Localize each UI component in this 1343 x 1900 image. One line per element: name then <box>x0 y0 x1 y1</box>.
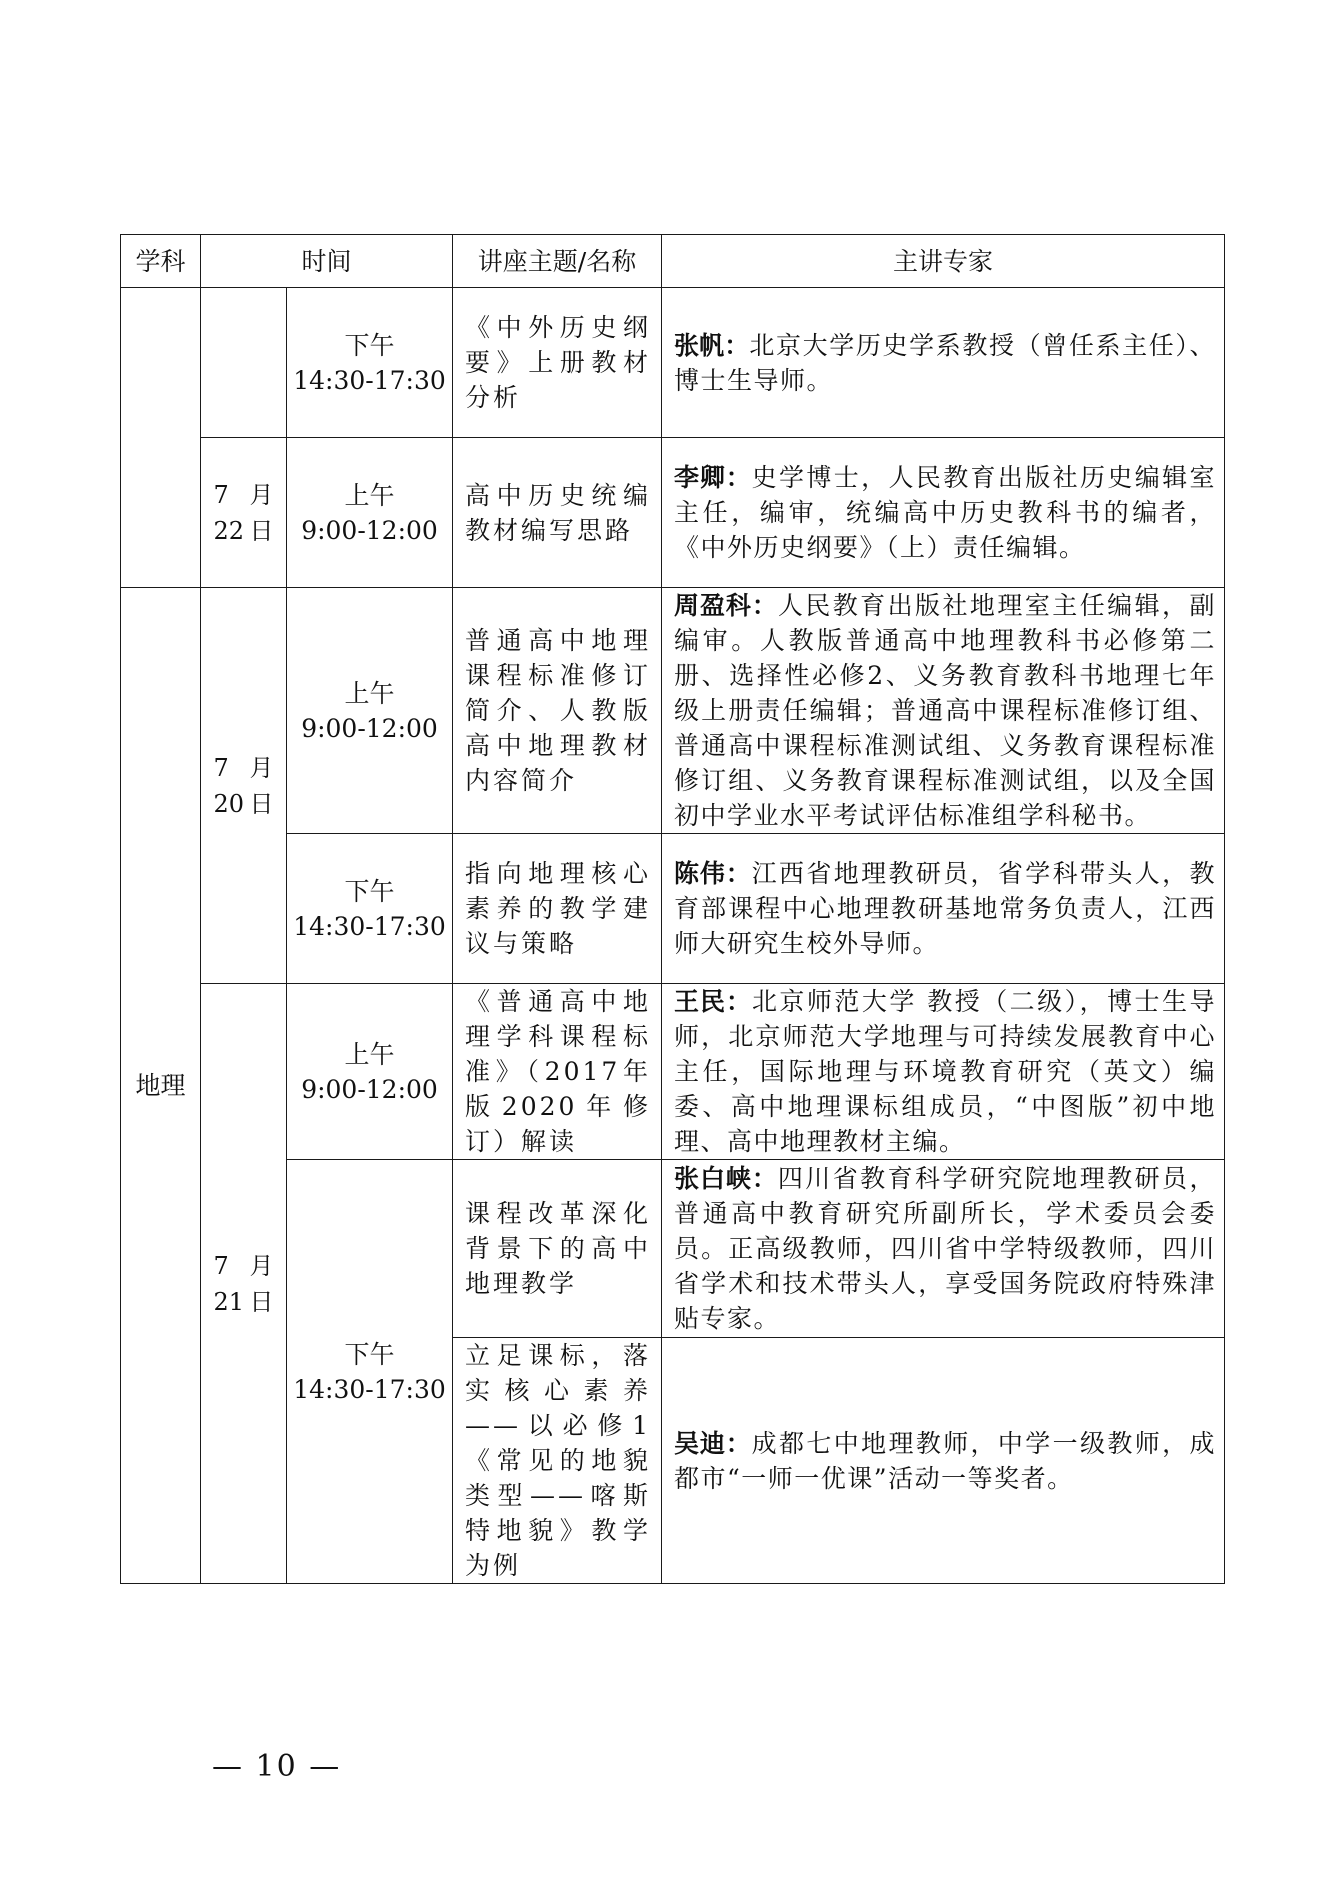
time-period: 上午 <box>344 480 395 510</box>
date-day-char: 日 <box>249 789 274 818</box>
time-hours: 14:30-17:30 <box>293 365 446 395</box>
header-expert: 主讲专家 <box>662 235 1225 288</box>
time-hours: 9:00-12:00 <box>301 515 438 545</box>
time-cell <box>287 984 453 1160</box>
time-period: 上午 <box>344 678 395 708</box>
expert-description: 北京师范大学 教授（二级），博士生导师，北京师范大学地理与可持续发展教育中心主任，国际地理与环境教育研究（英文）编委、高中地理课标组成员，“中图版”初中地理、高中地理教材主编。 <box>674 987 1217 1156</box>
expert-description: 江西省地理教研员，省学科带头人，教育部课程中心地理教研基地常务负责人，江西师大研究生校外导师。 <box>674 859 1217 958</box>
subject-cell-geography: 地理 <box>121 588 201 1584</box>
expert-cell <box>662 1160 1225 1338</box>
table-row <box>121 288 1225 438</box>
expert-description: 北京大学历史学系教授（曾任系主任）、博士生导师。 <box>674 330 1216 395</box>
time-hours: 14:30-17:30 <box>293 1374 446 1404</box>
time-cell <box>287 588 453 834</box>
date-cell-empty <box>201 288 287 438</box>
time-cell <box>287 1160 453 1584</box>
table-row <box>121 1160 1225 1338</box>
time-cell <box>287 288 453 438</box>
date-day-number: 20 <box>213 789 245 818</box>
topic-cell: 高中历史统编教材编写思路 <box>453 438 662 588</box>
expert-cell <box>662 588 1225 834</box>
date-cell <box>201 438 287 588</box>
expert-description: 史学博士，人民教育出版社历史编辑室主任，编审，统编高中历史教科书的编者，《中外历史纲要》（上）责任编辑。 <box>674 463 1217 562</box>
time-hours: 9:00-12:00 <box>301 713 438 743</box>
header-time: 时间 <box>201 235 453 288</box>
time-hours: 9:00-12:00 <box>301 1074 438 1104</box>
time-period: 上午 <box>344 1039 395 1069</box>
time-hours: 14:30-17:30 <box>293 911 446 941</box>
expert-name: 张白峡： <box>674 1164 778 1193</box>
expert-name: 李卿： <box>674 463 752 492</box>
date-month-char: 月 <box>249 753 274 782</box>
date-month-char: 月 <box>249 480 274 509</box>
expert-cell <box>662 288 1225 438</box>
time-period: 下午 <box>344 330 395 360</box>
time-cell <box>287 834 453 984</box>
date-cell <box>201 984 287 1584</box>
time-period: 下午 <box>344 876 395 906</box>
expert-description: 成都七中地理教师，中学一级教师，成都市“一师一优课”活动一等奖者。 <box>674 1428 1216 1493</box>
expert-description: 四川省教育科学研究院地理教研员，普通高中教育研究所副所长，学术委员会委员。正高级教师，四川省中学特级教师，四川省学术和技术带头人，享受国务院政府特殊津贴专家。 <box>674 1164 1217 1333</box>
topic-cell: 《普通高中地理学科课程标准》（2017年版2020年修订）解读 <box>453 984 662 1160</box>
schedule-table <box>120 234 1225 1584</box>
date-day-char: 日 <box>249 1287 274 1316</box>
expert-cell <box>662 834 1225 984</box>
expert-description: 人民教育出版社地理室主任编辑，副编审。人教版普通高中地理教科书必修第二册、选择性必修2、义务教育教科书地理七年级上册责任编辑；普通高中课程标准修订组、普通高中课程标准测试组、义务教育课程标准修订组、义务教育课程标准测试组，以及全国初中学业水平考试评估标准组学科秘书。 <box>674 591 1217 830</box>
topic-cell: 《中外历史纲要》上册教材分析 <box>453 288 662 438</box>
expert-name: 陈伟： <box>674 859 752 888</box>
expert-name: 周盈科： <box>674 591 778 620</box>
date-cell <box>201 588 287 984</box>
topic-cell: 普通高中地理课程标准修订简介、人教版高中地理教材内容简介 <box>453 588 662 834</box>
date-day-number: 22 <box>213 516 245 545</box>
time-period: 下午 <box>344 1339 395 1369</box>
expert-cell <box>662 438 1225 588</box>
expert-cell <box>662 1338 1225 1584</box>
time-cell <box>287 438 453 588</box>
date-month-number: 7 <box>213 480 229 509</box>
table-row <box>121 438 1225 588</box>
header-row <box>121 235 1225 288</box>
date-day-number: 21 <box>213 1287 245 1316</box>
date-day-char: 日 <box>249 516 274 545</box>
table-row <box>121 984 1225 1160</box>
topic-cell: 课程改革深化背景下的高中地理教学 <box>453 1160 662 1338</box>
page-number: — 10 — <box>212 1749 342 1784</box>
expert-name: 张帆： <box>674 330 750 360</box>
header-topic: 讲座主题/名称 <box>453 235 662 288</box>
expert-cell <box>662 984 1225 1160</box>
table-row <box>121 834 1225 984</box>
date-month-number: 7 <box>213 753 229 782</box>
date-month-char: 月 <box>249 1251 274 1280</box>
topic-cell: 立足课标，落实核心素养——以必修1《常见的地貌类型——喀斯特地貌》教学为例 <box>453 1338 662 1584</box>
subject-cell-history-continued <box>121 288 201 588</box>
table-row <box>121 588 1225 834</box>
topic-cell: 指向地理核心素养的教学建议与策略 <box>453 834 662 984</box>
expert-name: 王民： <box>674 987 752 1016</box>
date-month-number: 7 <box>213 1251 229 1280</box>
expert-name: 吴迪： <box>674 1428 752 1458</box>
header-subject: 学科 <box>121 235 201 288</box>
